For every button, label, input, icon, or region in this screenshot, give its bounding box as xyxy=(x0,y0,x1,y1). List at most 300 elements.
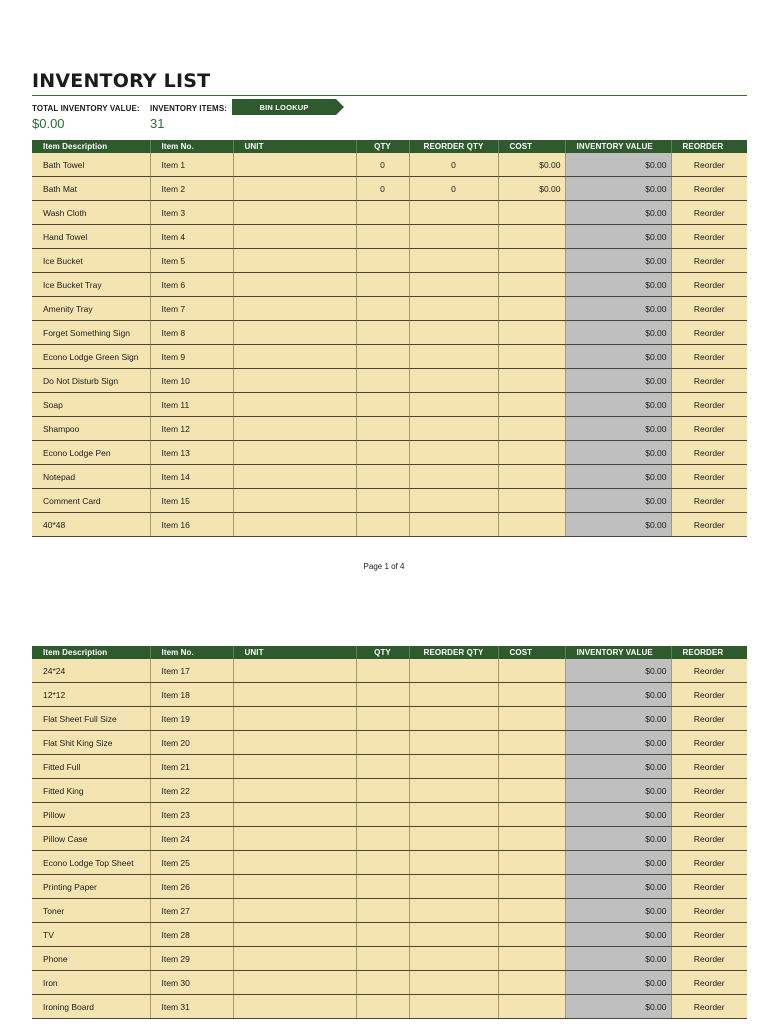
cell-item-description[interactable]: Fitted King xyxy=(32,779,150,803)
cell-inventory-value: $0.00 xyxy=(565,707,671,731)
page-title: INVENTORY LIST xyxy=(32,70,211,92)
cell-cost[interactable] xyxy=(498,755,565,779)
cell-unit[interactable] xyxy=(233,995,356,1019)
cell-qty[interactable] xyxy=(356,827,409,851)
cell-cost[interactable] xyxy=(498,465,565,489)
table-row xyxy=(32,707,747,731)
table-row xyxy=(32,345,747,369)
cell-inventory-value: $0.00 xyxy=(565,225,671,249)
cell-item-no[interactable]: Item 12 xyxy=(150,417,233,441)
cell-cost[interactable] xyxy=(498,683,565,707)
table-row xyxy=(32,153,747,177)
cell-unit[interactable] xyxy=(233,441,356,465)
cell-cost[interactable] xyxy=(498,273,565,297)
cell-qty[interactable] xyxy=(356,947,409,971)
cell-unit[interactable] xyxy=(233,393,356,417)
cell-reorder[interactable]: Reorder xyxy=(671,225,747,249)
cell-item-description[interactable]: Notepad xyxy=(32,465,150,489)
cell-item-no[interactable]: Item 5 xyxy=(150,249,233,273)
cell-reorder[interactable]: Reorder xyxy=(671,779,747,803)
col-header-qty[interactable]: QTY xyxy=(356,140,409,153)
cell-cost[interactable] xyxy=(498,441,565,465)
cell-unit[interactable] xyxy=(233,513,356,537)
cell-unit[interactable] xyxy=(233,683,356,707)
cell-qty[interactable] xyxy=(356,201,409,225)
col-header-qty[interactable]: QTY xyxy=(356,646,409,659)
cell-unit[interactable] xyxy=(233,947,356,971)
cell-item-no[interactable]: Item 13 xyxy=(150,441,233,465)
table-row xyxy=(32,803,747,827)
cell-reorder-qty[interactable] xyxy=(409,995,498,1019)
table-row xyxy=(32,995,747,1019)
col-header-reorder[interactable]: REORDER xyxy=(671,140,747,153)
cell-reorder-qty[interactable] xyxy=(409,875,498,899)
cell-unit[interactable] xyxy=(233,803,356,827)
cell-item-description[interactable]: Pillow Case xyxy=(32,827,150,851)
table-row xyxy=(32,369,747,393)
cell-cost[interactable] xyxy=(498,923,565,947)
cell-inventory-value: $0.00 xyxy=(565,755,671,779)
cell-reorder-qty[interactable] xyxy=(409,755,498,779)
cell-reorder[interactable]: Reorder xyxy=(671,947,747,971)
cell-inventory-value: $0.00 xyxy=(565,393,671,417)
cell-cost[interactable] xyxy=(498,513,565,537)
cell-reorder[interactable]: Reorder xyxy=(671,177,747,201)
cell-cost[interactable] xyxy=(498,417,565,441)
col-header-cost[interactable]: COST xyxy=(498,140,565,153)
cell-qty[interactable] xyxy=(356,513,409,537)
cell-item-description[interactable]: 24*24 xyxy=(32,659,150,683)
cell-unit[interactable] xyxy=(233,875,356,899)
cell-qty[interactable] xyxy=(356,803,409,827)
cell-item-description[interactable]: Bath Mat xyxy=(32,177,150,201)
cell-qty[interactable] xyxy=(356,321,409,345)
cell-reorder-qty[interactable] xyxy=(409,899,498,923)
cell-cost[interactable] xyxy=(498,201,565,225)
table-row xyxy=(32,875,747,899)
cell-item-description[interactable]: Printing Paper xyxy=(32,875,150,899)
cell-inventory-value: $0.00 xyxy=(565,417,671,441)
cell-item-no[interactable]: Item 18 xyxy=(150,683,233,707)
table-row xyxy=(32,827,747,851)
cell-qty[interactable] xyxy=(356,369,409,393)
cell-cost[interactable] xyxy=(498,995,565,1019)
table-row xyxy=(32,659,747,683)
cell-unit[interactable] xyxy=(233,201,356,225)
table-row xyxy=(32,273,747,297)
cell-item-description[interactable]: Econo Lodge Green Sign xyxy=(32,345,150,369)
cell-unit[interactable] xyxy=(233,971,356,995)
cell-item-no[interactable]: Item 24 xyxy=(150,827,233,851)
cell-qty[interactable] xyxy=(356,489,409,513)
cell-qty[interactable] xyxy=(356,659,409,683)
cell-unit[interactable] xyxy=(233,827,356,851)
cell-cost[interactable] xyxy=(498,659,565,683)
cell-item-no[interactable]: Item 1 xyxy=(150,153,233,177)
cell-item-no[interactable]: Item 7 xyxy=(150,297,233,321)
table-row xyxy=(32,201,747,225)
table-row xyxy=(32,923,747,947)
cell-inventory-value: $0.00 xyxy=(565,683,671,707)
cell-reorder-qty[interactable] xyxy=(409,417,498,441)
table-row xyxy=(32,779,747,803)
cell-item-no[interactable]: Item 26 xyxy=(150,875,233,899)
table-row xyxy=(32,971,747,995)
cell-inventory-value: $0.00 xyxy=(565,779,671,803)
cell-reorder[interactable]: Reorder xyxy=(671,851,747,875)
cell-cost[interactable] xyxy=(498,851,565,875)
cell-reorder[interactable]: Reorder xyxy=(671,755,747,779)
cell-item-description[interactable]: Hand Towel xyxy=(32,225,150,249)
cell-unit[interactable] xyxy=(233,755,356,779)
cell-item-no[interactable]: Item 10 xyxy=(150,369,233,393)
cell-reorder-qty[interactable] xyxy=(409,465,498,489)
cell-item-description[interactable]: Ironing Board xyxy=(32,995,150,1019)
cell-unit[interactable] xyxy=(233,153,356,177)
cell-inventory-value: $0.00 xyxy=(565,249,671,273)
cell-reorder-qty[interactable] xyxy=(409,393,498,417)
cell-reorder-qty[interactable] xyxy=(409,441,498,465)
table-row xyxy=(32,297,747,321)
cell-unit[interactable] xyxy=(233,489,356,513)
col-header-unit[interactable]: UNIT xyxy=(233,646,356,659)
cell-unit[interactable] xyxy=(233,659,356,683)
cell-item-no[interactable]: Item 28 xyxy=(150,923,233,947)
cell-qty[interactable] xyxy=(356,899,409,923)
cell-reorder[interactable]: Reorder xyxy=(671,393,747,417)
cell-unit[interactable] xyxy=(233,369,356,393)
inventory-items-label: INVENTORY ITEMS: xyxy=(150,104,228,113)
cell-cost[interactable] xyxy=(498,707,565,731)
inventory-items-count: 31 xyxy=(150,116,165,131)
cell-inventory-value: $0.00 xyxy=(565,369,671,393)
cell-inventory-value: $0.00 xyxy=(565,923,671,947)
cell-reorder[interactable]: Reorder xyxy=(671,513,747,537)
cell-item-description[interactable]: Flat Sheet Full Size xyxy=(32,707,150,731)
col-header-item-no[interactable]: Item No. xyxy=(150,646,233,659)
cell-cost[interactable] xyxy=(498,393,565,417)
table-row xyxy=(32,489,747,513)
cell-reorder[interactable]: Reorder xyxy=(671,731,747,755)
cell-qty[interactable] xyxy=(356,875,409,899)
bin-lookup-button[interactable] xyxy=(232,99,336,115)
cell-reorder[interactable]: Reorder xyxy=(671,249,747,273)
cell-inventory-value: $0.00 xyxy=(565,803,671,827)
cell-reorder-qty[interactable] xyxy=(409,779,498,803)
cell-item-no[interactable]: Item 23 xyxy=(150,803,233,827)
cell-item-description[interactable]: Phone xyxy=(32,947,150,971)
cell-cost[interactable] xyxy=(498,249,565,273)
cell-reorder[interactable]: Reorder xyxy=(671,273,747,297)
cell-cost[interactable] xyxy=(498,489,565,513)
cell-inventory-value: $0.00 xyxy=(565,827,671,851)
cell-cost[interactable] xyxy=(498,803,565,827)
cell-unit[interactable] xyxy=(233,321,356,345)
cell-unit[interactable] xyxy=(233,177,356,201)
col-header-item-description[interactable]: Item Description xyxy=(32,140,150,153)
cell-cost[interactable] xyxy=(498,899,565,923)
cell-inventory-value: $0.00 xyxy=(565,489,671,513)
cell-inventory-value: $0.00 xyxy=(565,731,671,755)
cell-qty[interactable] xyxy=(356,683,409,707)
cell-reorder-qty[interactable] xyxy=(409,321,498,345)
cell-reorder-qty[interactable] xyxy=(409,513,498,537)
cell-inventory-value: $0.00 xyxy=(565,899,671,923)
cell-cost[interactable] xyxy=(498,297,565,321)
cell-reorder-qty[interactable] xyxy=(409,947,498,971)
cell-qty[interactable] xyxy=(356,225,409,249)
cell-cost[interactable] xyxy=(498,321,565,345)
cell-reorder-qty[interactable]: 0 xyxy=(409,177,498,201)
cell-unit[interactable] xyxy=(233,465,356,489)
cell-unit[interactable] xyxy=(233,273,356,297)
cell-qty[interactable] xyxy=(356,393,409,417)
cell-reorder[interactable]: Reorder xyxy=(671,899,747,923)
cell-reorder[interactable]: Reorder xyxy=(671,441,747,465)
cell-item-no[interactable]: Item 8 xyxy=(150,321,233,345)
cell-cost[interactable] xyxy=(498,369,565,393)
cell-item-no[interactable]: Item 17 xyxy=(150,659,233,683)
col-header-reorder-qty[interactable]: REORDER QTY xyxy=(409,646,498,659)
cell-item-description[interactable]: Flat Shit King Size xyxy=(32,731,150,755)
bin-lookup-label: BIN LOOKUP xyxy=(259,102,309,112)
col-header-reorder-qty[interactable]: REORDER QTY xyxy=(409,140,498,153)
cell-unit[interactable] xyxy=(233,417,356,441)
cell-item-no[interactable]: Item 15 xyxy=(150,489,233,513)
cell-item-description[interactable]: Ice Bucket Tray xyxy=(32,273,150,297)
col-header-reorder[interactable]: REORDER xyxy=(671,646,747,659)
cell-inventory-value: $0.00 xyxy=(565,465,671,489)
cell-qty[interactable] xyxy=(356,707,409,731)
cell-qty[interactable] xyxy=(356,851,409,875)
cell-reorder-qty[interactable] xyxy=(409,273,498,297)
cell-qty[interactable] xyxy=(356,249,409,273)
cell-qty[interactable] xyxy=(356,731,409,755)
cell-reorder[interactable]: Reorder xyxy=(671,465,747,489)
cell-reorder-qty[interactable] xyxy=(409,249,498,273)
cell-unit[interactable] xyxy=(233,731,356,755)
cell-qty[interactable] xyxy=(356,971,409,995)
cell-reorder-qty[interactable] xyxy=(409,369,498,393)
cell-reorder[interactable]: Reorder xyxy=(671,923,747,947)
cell-qty[interactable] xyxy=(356,465,409,489)
cell-item-no[interactable]: Item 2 xyxy=(150,177,233,201)
cell-inventory-value: $0.00 xyxy=(565,297,671,321)
cell-unit[interactable] xyxy=(233,851,356,875)
cell-cost[interactable] xyxy=(498,971,565,995)
cell-cost[interactable] xyxy=(498,731,565,755)
cell-reorder-qty[interactable] xyxy=(409,851,498,875)
cell-item-description[interactable]: Econo Lodge Pen xyxy=(32,441,150,465)
cell-item-description[interactable]: Comment Card xyxy=(32,489,150,513)
cell-reorder[interactable]: Reorder xyxy=(671,995,747,1019)
col-header-unit[interactable]: UNIT xyxy=(233,140,356,153)
cell-cost[interactable]: $0.00 xyxy=(498,177,565,201)
cell-qty[interactable] xyxy=(356,417,409,441)
table-row xyxy=(32,441,747,465)
col-header-item-no[interactable]: Item No. xyxy=(150,140,233,153)
cell-reorder[interactable]: Reorder xyxy=(671,153,747,177)
cell-unit[interactable] xyxy=(233,249,356,273)
cell-item-no[interactable]: Item 3 xyxy=(150,201,233,225)
cell-item-no[interactable]: Item 16 xyxy=(150,513,233,537)
table-row xyxy=(32,947,747,971)
inventory-table-page-1 xyxy=(32,140,747,537)
cell-item-description[interactable]: Pillow xyxy=(32,803,150,827)
cell-qty[interactable] xyxy=(356,995,409,1019)
cell-qty[interactable] xyxy=(356,297,409,321)
cell-inventory-value: $0.00 xyxy=(565,947,671,971)
cell-qty[interactable] xyxy=(356,345,409,369)
cell-inventory-value: $0.00 xyxy=(565,851,671,875)
cell-reorder[interactable]: Reorder xyxy=(671,875,747,899)
cell-item-no[interactable]: Item 6 xyxy=(150,273,233,297)
cell-reorder-qty[interactable] xyxy=(409,803,498,827)
cell-cost[interactable] xyxy=(498,947,565,971)
table-row xyxy=(32,417,747,441)
cell-item-description[interactable]: Soap xyxy=(32,393,150,417)
cell-reorder[interactable]: Reorder xyxy=(671,345,747,369)
table-row xyxy=(32,177,747,201)
cell-qty[interactable] xyxy=(356,755,409,779)
cell-inventory-value: $0.00 xyxy=(565,875,671,899)
cell-cost[interactable] xyxy=(498,779,565,803)
cell-item-description[interactable]: Econo Lodge Top Sheet xyxy=(32,851,150,875)
cell-reorder-qty[interactable] xyxy=(409,225,498,249)
cell-item-description[interactable]: Iron xyxy=(32,971,150,995)
cell-item-no[interactable]: Item 11 xyxy=(150,393,233,417)
cell-reorder[interactable]: Reorder xyxy=(671,201,747,225)
cell-item-no[interactable]: Item 29 xyxy=(150,947,233,971)
cell-item-description[interactable]: Do Not Disturb Sign xyxy=(32,369,150,393)
cell-reorder-qty[interactable] xyxy=(409,827,498,851)
cell-inventory-value: $0.00 xyxy=(565,153,671,177)
cell-item-no[interactable]: Item 31 xyxy=(150,995,233,1019)
cell-reorder-qty[interactable] xyxy=(409,201,498,225)
col-header-cost[interactable]: COST xyxy=(498,646,565,659)
inventory-table-page-2 xyxy=(32,646,747,1019)
cell-item-no[interactable]: Item 4 xyxy=(150,225,233,249)
cell-reorder[interactable]: Reorder xyxy=(671,369,747,393)
cell-unit[interactable] xyxy=(233,899,356,923)
cell-item-description[interactable]: Wash Cloth xyxy=(32,201,150,225)
cell-item-no[interactable]: Item 25 xyxy=(150,851,233,875)
cell-qty[interactable] xyxy=(356,441,409,465)
cell-inventory-value: $0.00 xyxy=(565,321,671,345)
cell-reorder[interactable]: Reorder xyxy=(671,971,747,995)
cell-cost[interactable] xyxy=(498,875,565,899)
cell-inventory-value: $0.00 xyxy=(565,971,671,995)
cell-reorder-qty[interactable] xyxy=(409,707,498,731)
cell-inventory-value: $0.00 xyxy=(565,659,671,683)
arrow-right-icon xyxy=(336,99,344,115)
cell-item-no[interactable]: Item 22 xyxy=(150,779,233,803)
cell-inventory-value: $0.00 xyxy=(565,995,671,1019)
cell-unit[interactable] xyxy=(233,297,356,321)
cell-item-description[interactable]: Bath Towel xyxy=(32,153,150,177)
cell-reorder[interactable]: Reorder xyxy=(671,827,747,851)
cell-qty[interactable] xyxy=(356,779,409,803)
page-number: Page 1 of 4 xyxy=(363,562,405,571)
cell-item-no[interactable]: Item 20 xyxy=(150,731,233,755)
cell-item-description[interactable]: 12*12 xyxy=(32,683,150,707)
cell-reorder[interactable]: Reorder xyxy=(671,321,747,345)
cell-item-description[interactable]: Forget Something Sign xyxy=(32,321,150,345)
table-row xyxy=(32,899,747,923)
cell-reorder[interactable]: Reorder xyxy=(671,489,747,513)
cell-reorder[interactable]: Reorder xyxy=(671,707,747,731)
cell-unit[interactable] xyxy=(233,707,356,731)
cell-item-description[interactable]: Toner xyxy=(32,899,150,923)
cell-item-description[interactable]: Ice Bucket xyxy=(32,249,150,273)
cell-item-no[interactable]: Item 21 xyxy=(150,755,233,779)
cell-inventory-value: $0.00 xyxy=(565,513,671,537)
cell-reorder-qty[interactable] xyxy=(409,923,498,947)
cell-qty[interactable] xyxy=(356,923,409,947)
cell-item-description[interactable]: Amenity Tray xyxy=(32,297,150,321)
col-header-inventory-value[interactable]: INVENTORY VALUE xyxy=(565,140,671,153)
title-divider xyxy=(32,95,747,96)
cell-unit[interactable] xyxy=(233,779,356,803)
cell-reorder[interactable]: Reorder xyxy=(671,683,747,707)
table-row xyxy=(32,225,747,249)
cell-cost[interactable] xyxy=(498,345,565,369)
cell-reorder[interactable]: Reorder xyxy=(671,659,747,683)
cell-unit[interactable] xyxy=(233,225,356,249)
cell-item-no[interactable]: Item 9 xyxy=(150,345,233,369)
cell-item-no[interactable]: Item 30 xyxy=(150,971,233,995)
cell-cost[interactable] xyxy=(498,225,565,249)
cell-unit[interactable] xyxy=(233,923,356,947)
cell-item-description[interactable]: TV xyxy=(32,923,150,947)
cell-reorder[interactable]: Reorder xyxy=(671,297,747,321)
table-row xyxy=(32,731,747,755)
cell-qty[interactable]: 0 xyxy=(356,177,409,201)
cell-reorder-qty[interactable] xyxy=(409,731,498,755)
cell-cost[interactable]: $0.00 xyxy=(498,153,565,177)
cell-reorder-qty[interactable] xyxy=(409,489,498,513)
cell-reorder[interactable]: Reorder xyxy=(671,417,747,441)
cell-inventory-value: $0.00 xyxy=(565,441,671,465)
cell-item-no[interactable]: Item 19 xyxy=(150,707,233,731)
table-header-row xyxy=(32,140,747,153)
cell-reorder-qty[interactable] xyxy=(409,345,498,369)
cell-reorder-qty[interactable]: 0 xyxy=(409,153,498,177)
col-header-inventory-value[interactable]: INVENTORY VALUE xyxy=(565,646,671,659)
cell-reorder-qty[interactable] xyxy=(409,659,498,683)
cell-qty[interactable]: 0 xyxy=(356,153,409,177)
cell-item-description[interactable]: Shampoo xyxy=(32,417,150,441)
cell-item-no[interactable]: Item 14 xyxy=(150,465,233,489)
col-header-item-description[interactable]: Item Description xyxy=(32,646,150,659)
cell-inventory-value: $0.00 xyxy=(565,345,671,369)
cell-reorder[interactable]: Reorder xyxy=(671,803,747,827)
cell-unit[interactable] xyxy=(233,345,356,369)
cell-reorder-qty[interactable] xyxy=(409,971,498,995)
cell-qty[interactable] xyxy=(356,273,409,297)
cell-reorder-qty[interactable] xyxy=(409,683,498,707)
table-row xyxy=(32,683,747,707)
cell-reorder-qty[interactable] xyxy=(409,297,498,321)
cell-item-description[interactable]: Fitted Full xyxy=(32,755,150,779)
cell-cost[interactable] xyxy=(498,827,565,851)
cell-item-description[interactable]: 40*48 xyxy=(32,513,150,537)
cell-inventory-value: $0.00 xyxy=(565,177,671,201)
cell-inventory-value: $0.00 xyxy=(565,201,671,225)
total-inventory-value: $0.00 xyxy=(32,116,65,131)
table-row xyxy=(32,393,747,417)
cell-item-no[interactable]: Item 27 xyxy=(150,899,233,923)
